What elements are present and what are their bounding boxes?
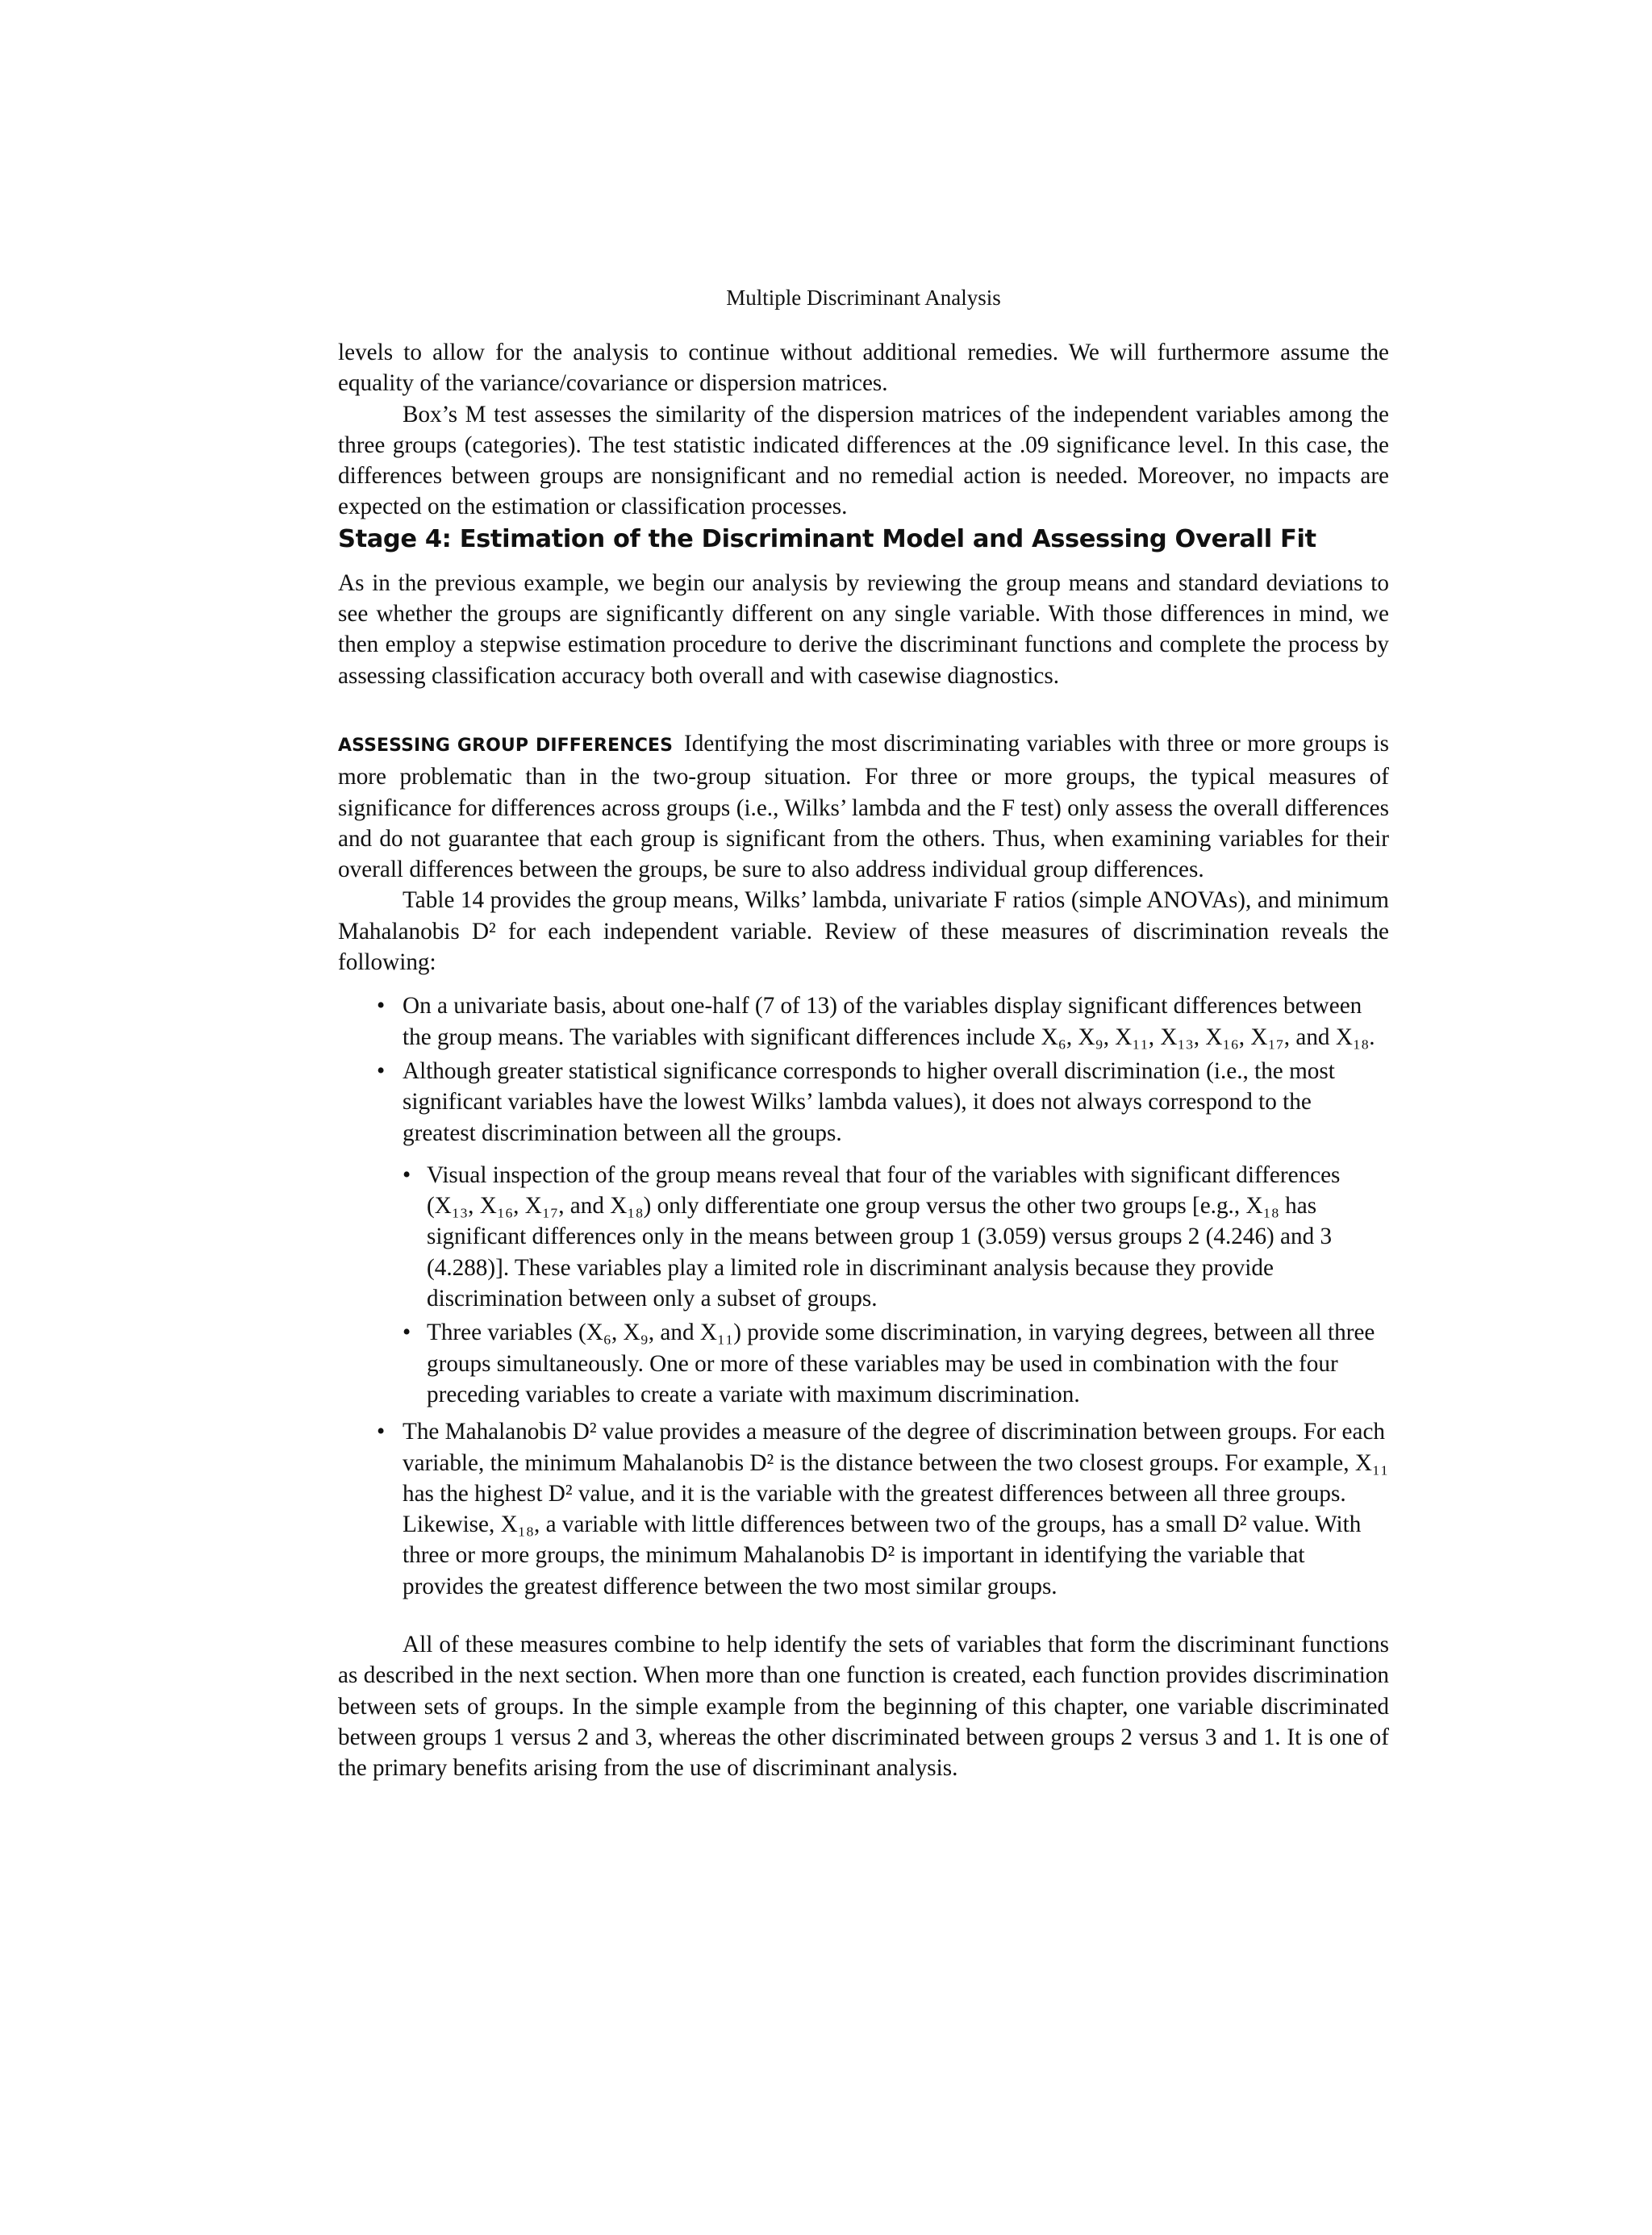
paragraph-assessing-group-differences-text: Identifying the most discriminating variables with three or more groups is more problematic than in the two-group situation. For three or more groups, the typical measures of significance for differences across groups (i.e., Wilks’ lambda and the F test) only assess the overall differences and do not guarantee that each group is significant from the others. Thus, when examining variables for their overall differences between the groups, be sure to also address individual group differences. [338,730,1389,883]
runin-heading: ASSESSING GROUP DIFFERENCES [338,735,674,756]
paragraph-conclusion: All of these measures combine to help identify the sets of variables that form the discriminant functions as described in the next section. When more than one function is created, each function provides discrimination between sets of groups. In the simple example from the beginning of this chapter, one variable discriminated between groups 1 versus 2 and 3, whereas the other discriminated between groups 2 versus 3 and 1. It is one of the primary benefits arising from the use of discriminant analysis. [338,1631,1389,1782]
paragraph-stage-4-intro: As in the previous example, we begin our analysis by reviewing the group means and standard deviations to see whether the groups are significantly different on any single variable. With those differences in mind, we then employ a stepwise estimation procedure to derive the discriminant functions and complete the process by assessing classification accuracy both overall and with casewise diagnostics. [338,569,1389,689]
paragraph-continued: levels to allow for the analysis to continue without additional remedies. We will furthermore assume the equality of the variance/covariance or dispersion matrices. [338,340,1389,397]
findings-list [338,990,1389,1602]
bullet-univariate-basis: On a univariate basis, about one-half (7 of 13) of the variables display significant differences between the group means. The variables with significant differences include X₆, X₉, X₁₁, X₁₃, X₁₆, X₁₇, and X₁₈. [403,993,1375,1050]
running-head: Multiple Discriminant Analysis [726,286,1001,310]
paragraph-box-m-test: Box’s M test assesses the similarity of the dispersion matrices of the independent variables among the three groups (categories). The test statistic indicated differences at the .09 significance level. In this case, the differences between groups are nonsignificant and no remedial action is needed. Moreover, no impacts are expected on the estimation or classification processes. [338,401,1389,520]
sub-bullet-visual-inspection: Visual inspection of the group means reveal that four of the variables with significant differences (X₁₃, X₁₆, X₁₇, and X₁₈) only differentiate one group versus the other two groups [e.g., X₁₈ has significant differences only in the means between group 1 (3.059) versus groups 2 (4.246) and 3 (4.288)]. These variables play a limited role in discriminant analysis because they provide discrimination between only a subset of groups. [427,1161,1341,1312]
list-item [338,990,1389,1053]
list-item [338,1056,1389,1410]
document-page [338,0,1389,2235]
paragraph-assessing-group-differences [338,728,1389,885]
sub-list-item [403,1317,1389,1410]
sub-list [403,1160,1389,1410]
sub-bullet-three-variables: Three variables (X₆, X₉, and X₁₁) provide some discrimination, in varying degrees, between all three groups simultaneously. One or more of these variables may be used in combination with the four preceding variables to create a variate with maximum discrimination. [427,1320,1375,1407]
bullet-statistical-significance: Although greater statistical significance corresponds to higher overall discrimination (i.e., the most significant variables have the lowest Wilks’ lambda values), it does not always correspond to the greatest discrimination between all the groups. [403,1057,1335,1146]
paragraph-table-14: Table 14 provides the group means, Wilks’ lambda, univariate F ratios (simple ANOVAs), and minimum Mahalanobis D² for each independent variable. Review of these measures of discrimination reveals the following: [338,887,1389,976]
page-body [338,337,1389,1783]
bullet-mahalanobis: The Mahalanobis D² value provides a measure of the degree of discrimination between groups. For each variable, the minimum Mahalanobis D² is the distance between the two closest groups. For example, X₁₁ has the highest D² value, and it is the variable with the greatest differences between all three groups. Likewise, X₁₈, a variable with little differences between two of the groups, has a small D² value. With three or more groups, the minimum Mahalanobis D² is important in identifying the variable that provides the greatest difference between the two most similar groups. [403,1419,1389,1599]
sub-list-item [403,1160,1389,1314]
list-item [338,1416,1389,1602]
section-heading-stage-4: Stage 4: Estimation of the Discriminant Model and Assessing Overall Fit [338,524,1316,553]
